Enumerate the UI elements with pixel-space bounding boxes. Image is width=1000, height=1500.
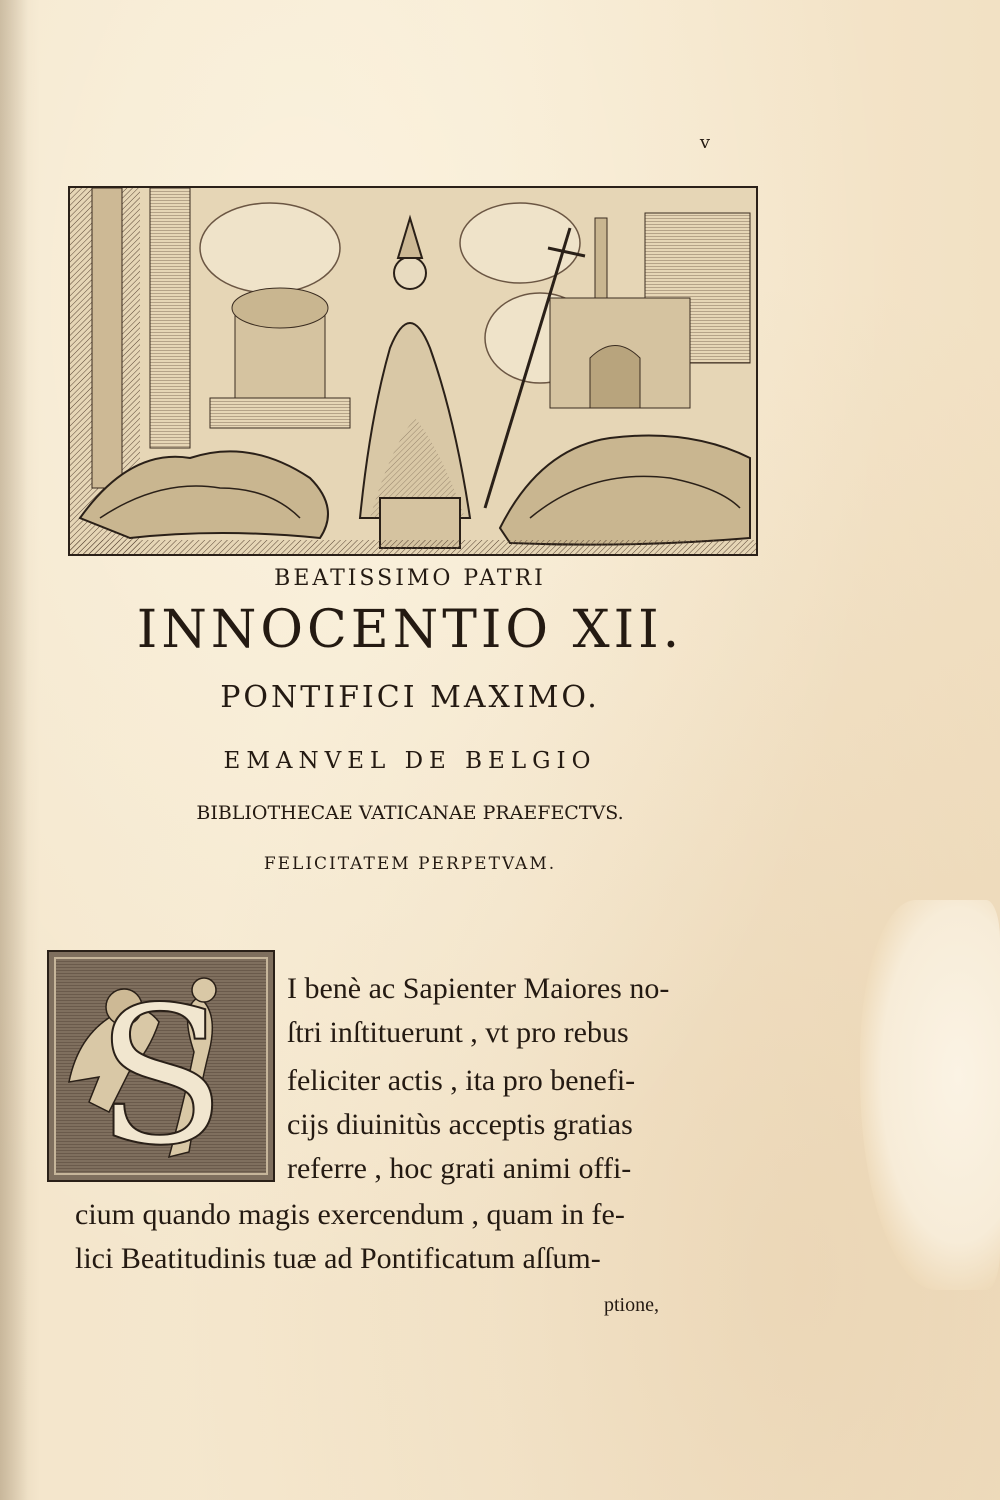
body-line: ſtri inſtituerunt , vt pro rebus — [287, 1016, 629, 1049]
dedication-title: PONTIFICI MAXIMO. — [220, 680, 600, 715]
body-line: lici Beatitudinis tuæ ad Pontificatum aſſum- — [75, 1242, 601, 1275]
headpiece-engraving — [68, 186, 758, 556]
body-line: cijs diuinitùs acceptis gratias — [287, 1108, 633, 1141]
dedication-author: EMANVEL DE BELGIO — [223, 748, 597, 774]
dedication-pope-name: INNOCENTIO XII. — [136, 600, 684, 660]
catchword: ptione, — [604, 1294, 659, 1316]
initial-letter: S — [95, 966, 227, 1180]
body-line: feliciter actis , ita pro benefi- — [287, 1064, 636, 1097]
dedication-author-office: BIBLIOTHECAE VATICANAE PRAEFECTVS. — [196, 802, 624, 824]
decorated-initial — [47, 950, 275, 1182]
historiated-initial-icon — [49, 952, 273, 1180]
body-line: I benè ac Sapienter Maiores no- — [287, 972, 670, 1005]
water-stain — [860, 900, 1000, 1290]
body-line: cium quando magis exercendum , quam in fe- — [75, 1198, 625, 1231]
page-gutter — [0, 0, 28, 1500]
page-number: v — [699, 132, 711, 153]
dedication-greeting: FELICITATEM PERPETVAM. — [263, 854, 557, 874]
dedication-salutation: BEATISSIMO PATRI — [274, 566, 546, 591]
engraving-icon — [70, 188, 756, 554]
body-line: referre , hoc grati animi offi- — [287, 1152, 632, 1185]
